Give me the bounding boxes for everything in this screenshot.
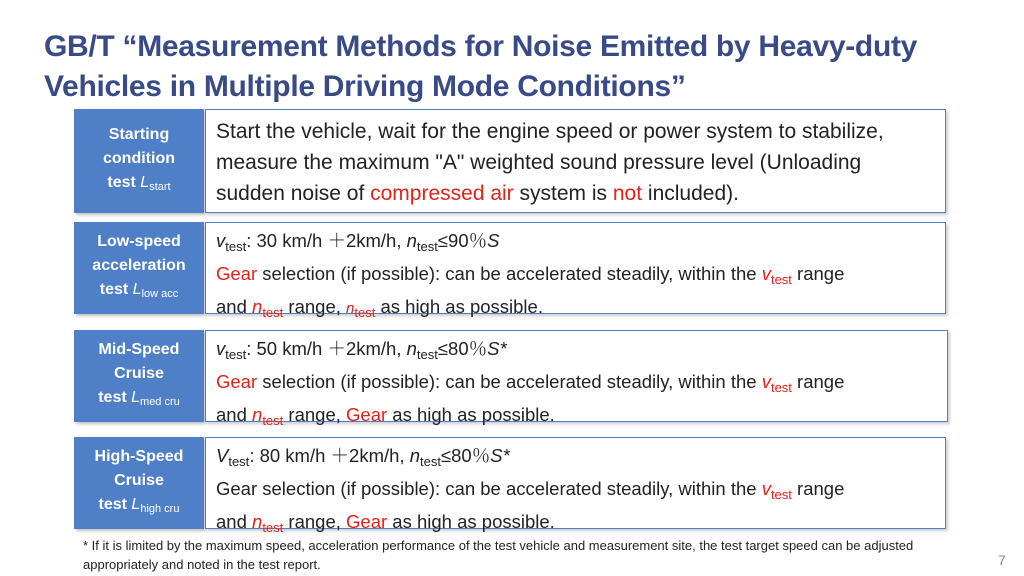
content-low-speed-acceleration	[205, 222, 946, 320]
text-part: Gear selection (if possible): can be accelerated steadily, within the	[216, 478, 762, 499]
row-low-speed-acceleration	[74, 222, 946, 320]
limit-text: ≤80％	[440, 445, 491, 466]
label-sub: med cru	[140, 396, 180, 408]
text-part: system is	[513, 182, 613, 205]
sub-test: test	[225, 347, 247, 362]
label-line2: condition	[103, 150, 175, 167]
label-test: test	[99, 281, 133, 298]
label-high-speed-cruise	[74, 437, 204, 529]
label-mid-speed-cruise	[74, 330, 204, 422]
sub-test: test	[420, 454, 441, 469]
highlight-compressed-air: compressed air	[370, 182, 514, 205]
limit-text: ≤90％	[437, 230, 488, 251]
var-S: S	[487, 230, 500, 251]
content-starting-condition	[205, 109, 946, 213]
sub-test: test	[770, 272, 792, 287]
text-part: selection (if possible): can be accelerated steadily, within the	[257, 263, 762, 284]
var-v: v	[761, 478, 771, 499]
text-part: range	[791, 371, 845, 392]
text-part: included).	[642, 182, 739, 205]
text-part: and	[216, 511, 253, 532]
footnote: * If it is limited by the maximum speed, acceleration performance of the test vehicle and measurement site, the test target speed can be adjusted appropriately and noted in the test report.	[83, 538, 914, 572]
var-n: n	[406, 338, 417, 359]
row-mid-speed-cruise	[74, 330, 948, 428]
label-test: test	[107, 174, 141, 191]
var-n: n	[252, 404, 263, 425]
label-L: L	[132, 281, 142, 298]
content-mid-speed-cruise	[205, 330, 948, 428]
highlight-gear: Gear	[216, 263, 258, 284]
label-starting-condition	[74, 109, 204, 213]
var-n: n	[406, 230, 417, 251]
sub-test: test	[416, 239, 438, 254]
speed-text: : 80 km/h ＋2km/h,	[249, 445, 410, 466]
text-part: as high as possible.	[387, 404, 555, 425]
var-v: v	[761, 371, 771, 392]
label-L: L	[131, 389, 141, 406]
sub-test: test	[416, 347, 438, 362]
var-S: S*	[490, 445, 510, 466]
label-test: test	[98, 496, 132, 513]
page-number: 7	[998, 552, 1006, 568]
text-part: range	[791, 478, 845, 499]
var-n: n	[409, 445, 420, 466]
var-n: n	[252, 511, 263, 532]
label-line2: Cruise	[114, 472, 164, 489]
sub-test: test	[228, 454, 250, 469]
content-high-speed-cruise	[205, 437, 946, 535]
label-sub: high cru	[140, 503, 180, 515]
sub-test: test	[770, 487, 792, 502]
label-line2: Cruise	[114, 365, 164, 382]
sub-test: test	[262, 305, 284, 320]
var-v: v	[216, 338, 226, 359]
label-sub: start	[149, 181, 171, 193]
label-line2: acceleration	[92, 257, 186, 274]
label-line1: High-Speed	[94, 448, 184, 465]
var-v: V	[216, 445, 229, 466]
label-low-speed-acceleration	[74, 222, 204, 314]
sub-test: test	[225, 239, 247, 254]
label-line1: Low-speed	[97, 233, 181, 250]
text-part: and	[216, 296, 253, 317]
speed-text: : 30 km/h ＋2km/h,	[246, 230, 407, 251]
text-part: and	[216, 404, 253, 425]
speed-text: : 50 km/h ＋2km/h,	[246, 338, 407, 359]
highlight-gear: Gear	[216, 371, 258, 392]
text-part: range,	[283, 511, 347, 532]
text-part: Start the vehicle, wait for the engine speed or power system to stabilize, measure the maximum "A" weighted sound pressure level (Unloading sudden noise of	[216, 120, 884, 205]
text-part: selection (if possible): can be accelerated steadily, within the	[257, 371, 762, 392]
text-part: as high as possible.	[375, 296, 543, 317]
label-L: L	[131, 496, 141, 513]
label-test: test	[98, 389, 132, 406]
sub-test: test	[354, 305, 376, 320]
label-line1: Mid-Speed	[98, 341, 180, 358]
label-line1: Starting	[108, 126, 170, 143]
text-part: as high as possible.	[387, 511, 555, 532]
text-part: range,	[283, 404, 347, 425]
label-L: L	[140, 174, 150, 191]
page-title: GB/T “Measurement Methods for Noise Emitted by Heavy-duty Vehicles in Multiple Driving Mode Conditions”	[44, 30, 918, 103]
sub-test: test	[262, 520, 284, 535]
highlight-gear: Gear	[346, 511, 388, 532]
limit-text: ≤80％	[437, 338, 488, 359]
sub-test: test	[770, 380, 792, 395]
var-S: S*	[487, 338, 507, 359]
var-v: v	[216, 230, 226, 251]
label-sub: low acc	[141, 288, 179, 300]
highlight-not: not	[612, 182, 643, 205]
row-high-speed-cruise	[74, 437, 946, 535]
var-n: n	[346, 300, 355, 317]
var-n: n	[252, 296, 263, 317]
sub-test: test	[262, 413, 284, 428]
row-starting-condition	[74, 109, 946, 213]
text-part: range	[791, 263, 845, 284]
highlight-gear: Gear	[346, 404, 388, 425]
text-part: range,	[283, 296, 347, 317]
var-v: v	[761, 263, 771, 284]
